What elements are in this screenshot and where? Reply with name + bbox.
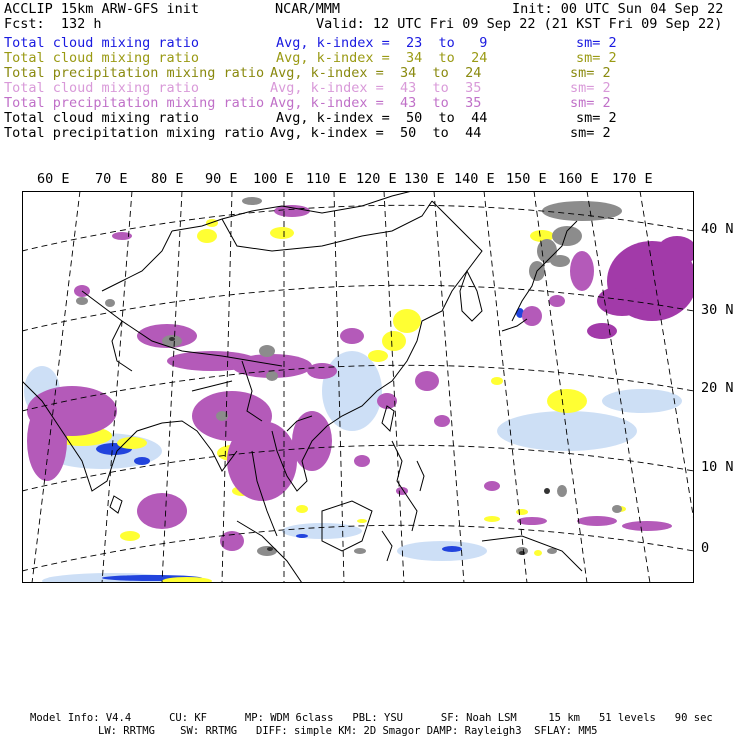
lon-label: 160 E [558, 171, 599, 187]
legend-field-name: Total cloud mixing ratio [4, 35, 200, 51]
legend-field-name: Total precipitation mixing ratio [4, 125, 265, 141]
legend-field-avg: Avg, k-index = 23 to 9 [276, 35, 488, 51]
init-time: Init: 00 UTC Sun 04 Sep 22 [512, 1, 724, 17]
legend-field-avg: Avg, k-index = 50 to 44 [270, 125, 482, 141]
legend-field-name: Total cloud mixing ratio [4, 50, 200, 66]
lon-label: 120 E [356, 171, 397, 187]
lat-label: 0 [701, 540, 710, 556]
lat-label: 40 N [701, 221, 734, 237]
lat-label: 30 N [701, 302, 734, 318]
legend-field-avg: Avg, k-index = 34 to 24 [276, 50, 488, 66]
legend-field-avg: Avg, k-index = 34 to 24 [270, 65, 482, 81]
lat-label: 10 N [701, 459, 734, 475]
lon-label: 140 E [454, 171, 495, 187]
forecast-hour: Fcst: 132 h [4, 16, 102, 32]
legend-field-sm: sm= 2 [570, 65, 611, 81]
lon-label: 150 E [506, 171, 547, 187]
lon-label: 80 E [151, 171, 184, 187]
model-info-line: Model Info: V4.4 CU: KF MP: WDM 6class PBL: YSU SF: Noah LSM 15 km 51 levels 90 sec [30, 712, 713, 724]
legend-field-name: Total precipitation mixing ratio [4, 65, 265, 81]
organization-label: NCAR/MMM [275, 1, 341, 17]
lat-label: 20 N [701, 380, 734, 396]
legend-field-sm: sm= 2 [570, 125, 611, 141]
legend-field-avg: Avg, k-index = 43 to 35 [270, 95, 482, 111]
lon-label: 130 E [404, 171, 445, 187]
legend-field-name: Total cloud mixing ratio [4, 110, 200, 126]
lon-label: 90 E [205, 171, 238, 187]
lon-label: 110 E [306, 171, 347, 187]
legend-field-avg: Avg, k-index = 50 to 44 [276, 110, 488, 126]
legend-field-sm: sm= 2 [570, 95, 611, 111]
model-info-line: LW: RRTMG SW: RRTMG DIFF: simple KM: 2D Smagor DAMP: Rayleigh3 SFLAY: MM5 [98, 725, 598, 737]
forecast-map [22, 191, 694, 583]
lon-label: 60 E [37, 171, 70, 187]
lon-label: 170 E [612, 171, 653, 187]
legend-field-sm: sm= 2 [576, 35, 617, 51]
valid-time: Valid: 12 UTC Fri 09 Sep 22 (21 KST Fri 09 Sep 22) [316, 16, 723, 32]
legend-field-sm: sm= 2 [576, 50, 617, 66]
legend-field-sm: sm= 2 [576, 110, 617, 126]
legend-field-sm: sm= 2 [570, 80, 611, 96]
legend-field-avg: Avg, k-index = 43 to 35 [270, 80, 482, 96]
legend-field-name: Total cloud mixing ratio [4, 80, 200, 96]
model-title: ACCLIP 15km ARW-GFS init [4, 1, 200, 17]
lon-label: 100 E [253, 171, 294, 187]
lon-label: 70 E [95, 171, 128, 187]
legend-field-name: Total precipitation mixing ratio [4, 95, 265, 111]
